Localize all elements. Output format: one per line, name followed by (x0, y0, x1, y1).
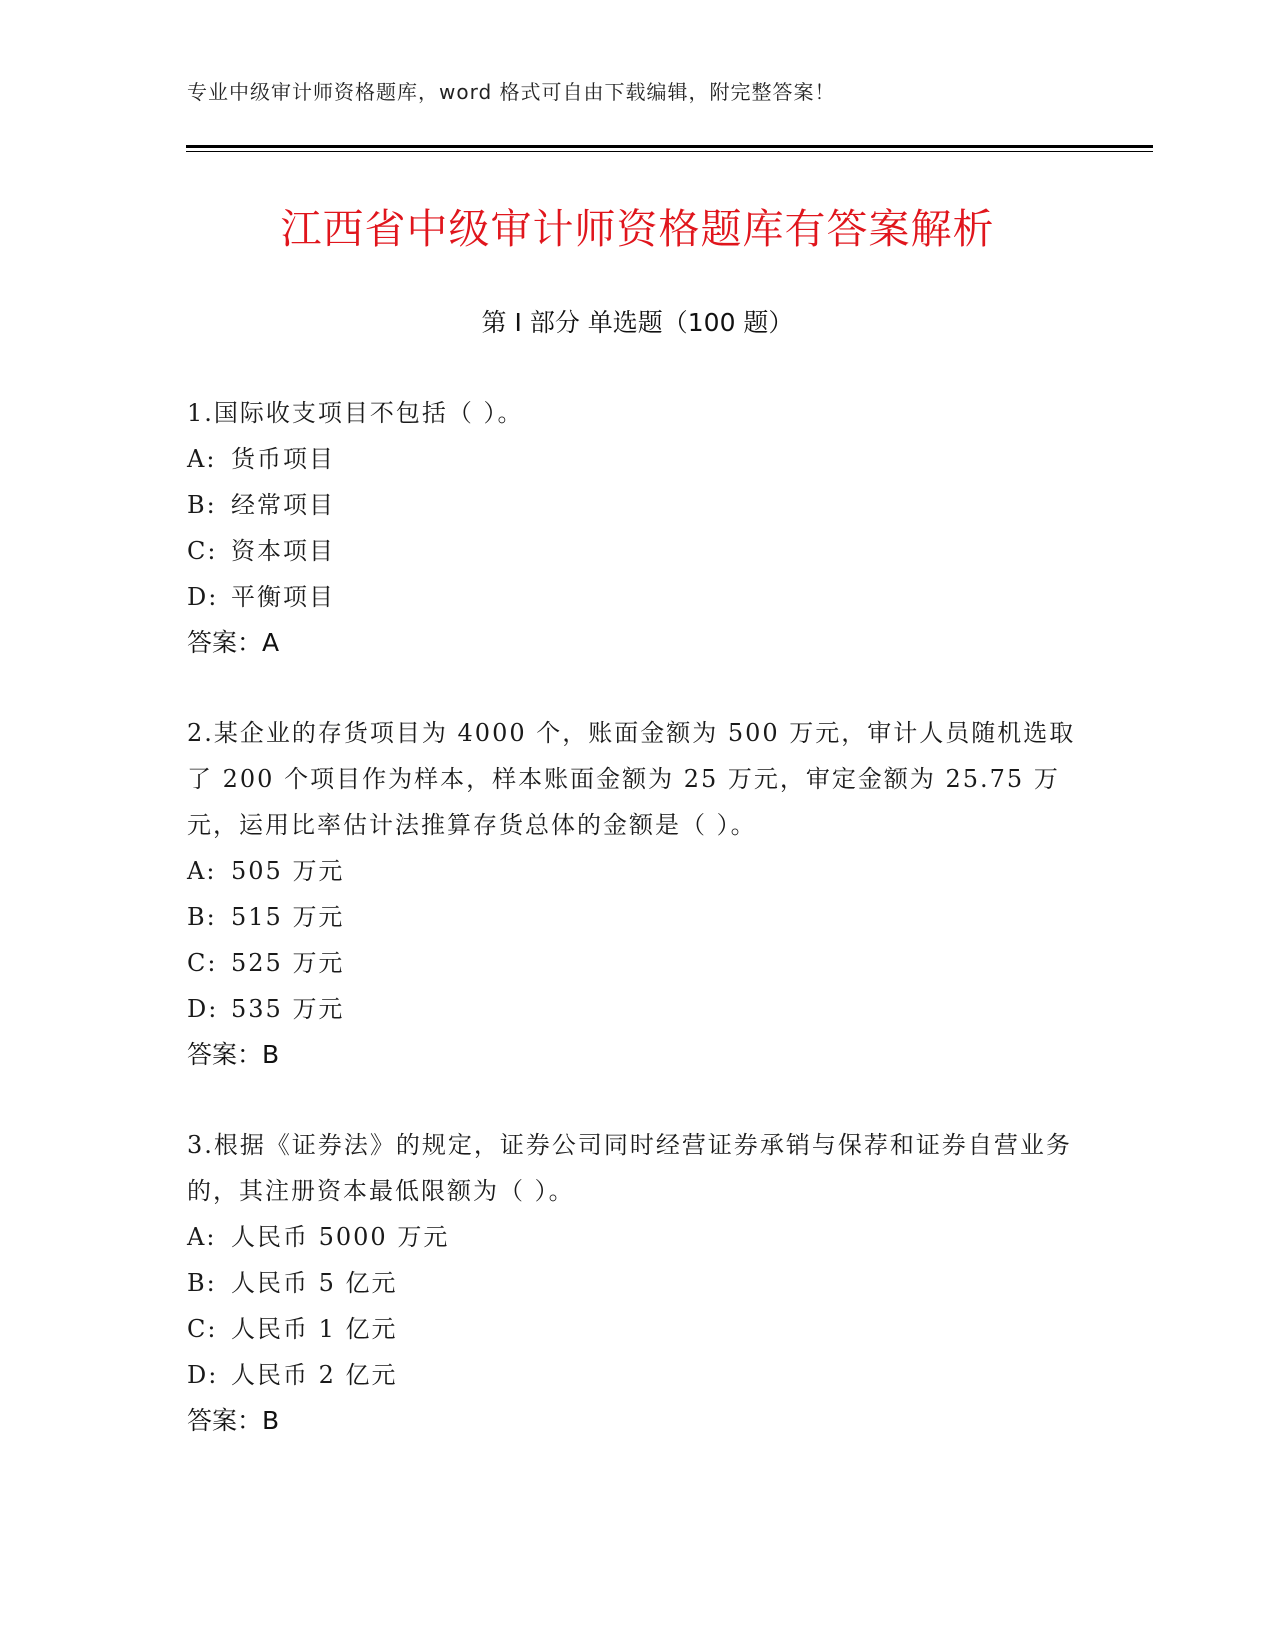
header-rule-thin (186, 151, 1153, 152)
option-text: 货币项目 (231, 445, 335, 473)
answer: 答案：A (187, 628, 280, 657)
option-letter: C: (187, 949, 218, 977)
option-b (187, 894, 1087, 940)
answer: 答案：B (187, 1040, 280, 1069)
option-letter: D: (187, 583, 219, 611)
option-text: 人民币 1 亿元 (231, 1315, 398, 1343)
option-text: 人民币 5000 万元 (231, 1223, 450, 1251)
section-title: 第 I 部分 单选题（100 题） (481, 308, 794, 337)
option-a (187, 848, 1087, 894)
option-a (187, 436, 1087, 482)
option-d (187, 1352, 1087, 1398)
option-letter: B: (187, 903, 217, 931)
option-text: 经常项目 (231, 491, 335, 519)
option-text: 人民币 2 亿元 (231, 1361, 398, 1389)
option-letter: A: (187, 445, 217, 473)
option-c (187, 1306, 1087, 1352)
option-text: 人民币 5 亿元 (231, 1269, 398, 1297)
option-letter: D: (187, 995, 219, 1023)
option-text: 535 万元 (231, 995, 345, 1023)
question-stem: 1.国际收支项目不包括（ ）。 (187, 399, 524, 427)
option-text: 平衡项目 (231, 583, 335, 611)
question-3 (187, 1122, 1087, 1444)
option-d (187, 574, 1087, 620)
option-c (187, 528, 1087, 574)
option-a (187, 1214, 1087, 1260)
option-d (187, 986, 1087, 1032)
header-rule-thick (186, 145, 1153, 148)
option-letter: B: (187, 491, 217, 519)
header-note: 专业中级审计师资格题库，word 格式可自由下载编辑，附完整答案！ (187, 80, 836, 104)
option-letter: C: (187, 1315, 218, 1343)
question-stem: 2.某企业的存货项目为 4000 个，账面金额为 500 万元，审计人员随机选取了 200 个项目作为样本，样本账面金额为 25 万元，审定金额为 25.75 万元，运用比率估计法推算存货总体的金额是（ ）。 (187, 719, 1076, 839)
option-letter: B: (187, 1269, 217, 1297)
option-letter: A: (187, 1223, 217, 1251)
document-title: 江西省中级审计师资格题库有答案解析 (280, 205, 995, 253)
option-letter: C: (187, 537, 218, 565)
option-text: 505 万元 (231, 857, 345, 885)
option-letter: A: (187, 857, 217, 885)
option-b (187, 1260, 1087, 1306)
option-c (187, 940, 1087, 986)
question-2 (187, 710, 1087, 1078)
option-letter: D: (187, 1361, 219, 1389)
option-text: 525 万元 (231, 949, 345, 977)
question-stem: 3.根据《证券法》的规定，证券公司同时经营证券承销与保荐和证券自营业务的，其注册资本最低限额为（ ）。 (187, 1131, 1072, 1205)
option-text: 资本项目 (231, 537, 335, 565)
question-list (187, 390, 1087, 1488)
question-1 (187, 390, 1087, 666)
option-b (187, 482, 1087, 528)
answer: 答案：B (187, 1406, 280, 1435)
option-text: 515 万元 (231, 903, 345, 931)
